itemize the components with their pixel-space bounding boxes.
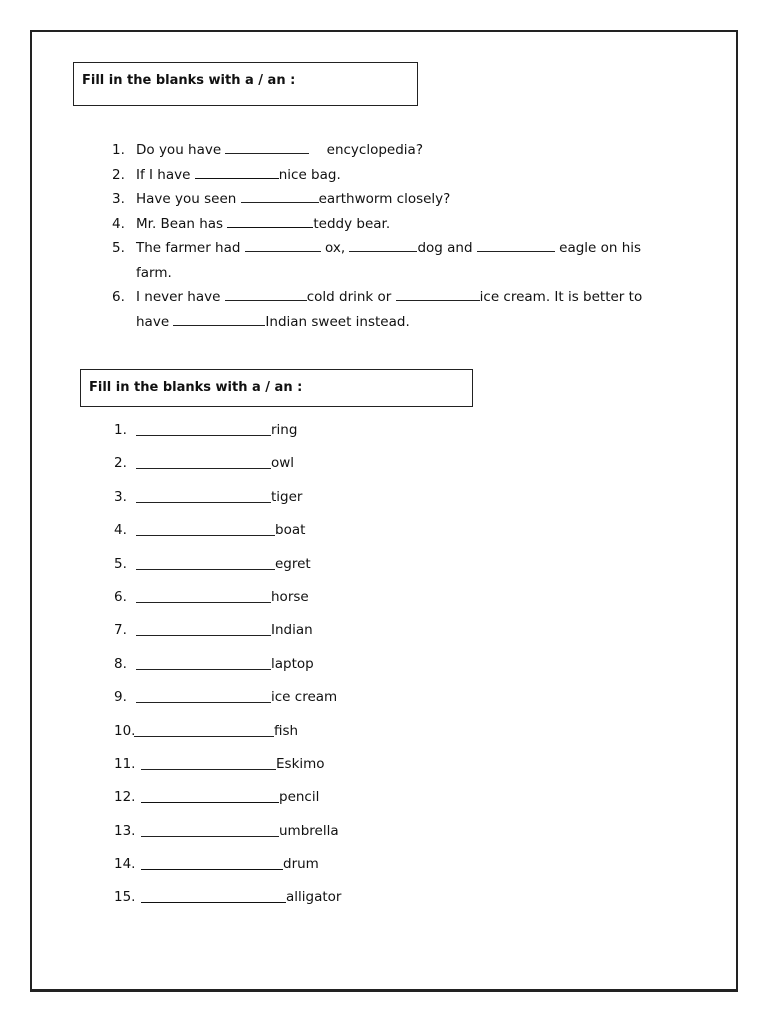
question-item [112,285,692,334]
item-number: 2. [114,455,127,472]
question-text: ox, [325,240,346,256]
question-continuation: farm. [136,264,172,281]
answer-blank[interactable] [225,140,309,154]
item-number: 13. [114,822,136,839]
item-number: 11. [114,755,136,772]
answer-blank[interactable] [195,165,279,179]
item-word: Indian [271,622,313,639]
section1-question-list [112,138,692,334]
list-item [114,489,341,522]
question-text: If I have [136,166,191,183]
answer-blank[interactable] [141,789,279,803]
question-text: Indian sweet instead. [265,313,410,330]
list-item [114,556,341,589]
question-number: 2. [112,166,125,183]
answer-blank[interactable] [241,189,319,203]
item-word: tiger [271,488,303,505]
answer-blank[interactable] [173,312,265,326]
answer-blank[interactable] [349,238,417,252]
question-text: The farmer had [136,240,241,256]
question-item [112,163,692,188]
question-item [112,212,692,237]
section2-heading-text: Fill in the blanks with a / an : [89,380,303,395]
list-item [114,823,341,856]
question-text: Do you have [136,142,222,158]
answer-blank[interactable] [136,622,271,636]
answer-blank[interactable] [396,287,480,301]
question-continuation: have [136,313,170,330]
question-text: Have you seen [136,191,237,207]
item-word: horse [271,588,309,605]
item-word: laptop [271,655,314,672]
list-item [114,856,341,889]
answer-blank[interactable] [141,756,276,770]
answer-blank[interactable] [136,689,271,703]
item-word: egret [275,555,311,572]
answer-blank[interactable] [134,723,274,737]
list-item [114,723,341,756]
item-number: 9. [114,689,127,706]
answer-blank[interactable] [227,214,313,228]
answer-blank[interactable] [136,422,271,436]
item-word: ice cream [271,689,338,706]
answer-blank[interactable] [136,556,275,570]
question-text: I never have [136,289,221,305]
list-item [114,789,341,822]
item-word: boat [275,522,306,539]
item-number: 1. [114,422,127,438]
question-text: eagle on his [559,240,642,256]
section2-word-list [114,422,341,923]
list-item [114,455,341,488]
item-word: Eskimo [276,755,325,772]
section1-heading [73,62,418,106]
question-text: ice cream. It is better to [479,289,643,305]
item-word: drum [283,856,319,873]
list-item [114,689,341,722]
list-item [114,756,341,789]
answer-blank[interactable] [141,823,279,837]
question-number: 1. [112,142,125,158]
question-number: 4. [112,215,125,232]
item-number: 14. [114,856,136,873]
question-text: dog and [417,240,473,256]
item-word: ring [271,422,298,438]
item-number: 8. [114,655,127,672]
item-number: 15. [114,889,136,906]
item-number: 12. [114,789,136,806]
item-word: fish [274,722,299,739]
answer-blank[interactable] [136,522,275,536]
item-word: alligator [286,889,342,906]
answer-blank[interactable] [225,287,307,301]
answer-blank[interactable] [245,238,321,252]
list-item [114,656,341,689]
item-number: 4. [114,522,127,539]
question-text: encyclopedia? [326,142,423,158]
item-number: 10. [114,722,136,739]
list-item [114,589,341,622]
item-number: 5. [114,555,127,572]
section1-heading-text: Fill in the blanks with a / an : [82,73,296,88]
question-item [112,138,692,163]
question-text: Mr. Bean has [136,215,224,232]
section2-heading [80,369,473,407]
list-item [114,889,341,922]
question-text: earthworm closely? [318,191,451,207]
item-word: umbrella [279,822,339,839]
question-number: 5. [112,240,125,256]
item-word: owl [271,455,295,472]
answer-blank[interactable] [136,589,271,603]
question-text: nice bag. [278,166,341,183]
item-word: pencil [279,789,320,806]
answer-blank[interactable] [477,238,555,252]
list-item [114,522,341,555]
answer-blank[interactable] [141,889,286,903]
question-number: 3. [112,191,125,207]
answer-blank[interactable] [136,656,271,670]
question-text: teddy bear. [313,215,391,232]
question-item [112,187,692,212]
item-number: 7. [114,622,127,639]
list-item [114,622,341,655]
answer-blank[interactable] [136,489,271,503]
question-number: 6. [112,289,125,305]
question-text: cold drink or [306,289,392,305]
answer-blank[interactable] [136,455,271,469]
question-item [112,236,692,285]
item-number: 6. [114,588,127,605]
item-number: 3. [114,488,127,505]
answer-blank[interactable] [141,856,283,870]
list-item [114,422,341,455]
